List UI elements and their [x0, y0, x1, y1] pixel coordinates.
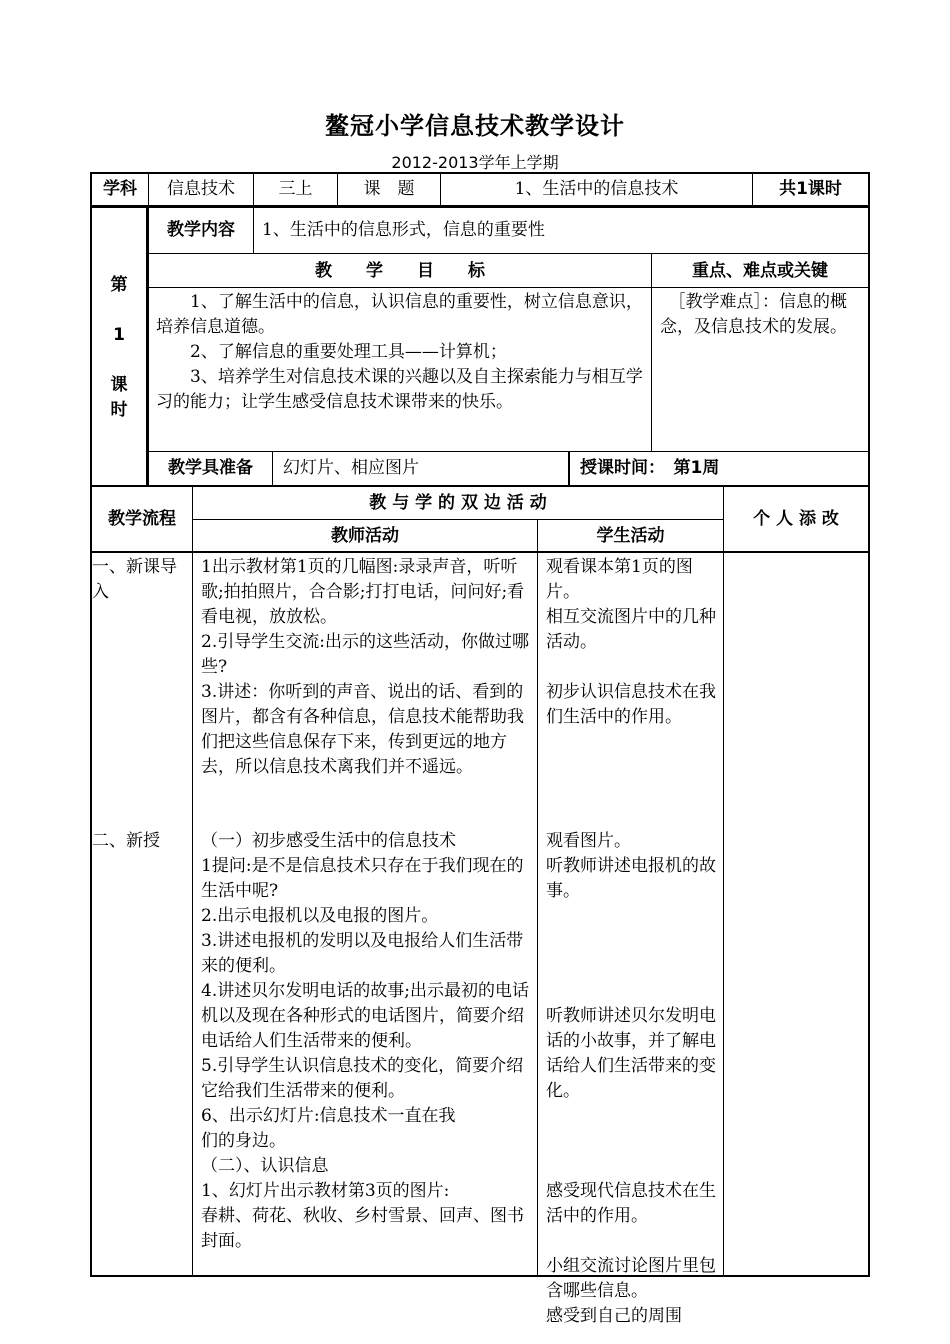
- materials-label: 教学具准备: [168, 458, 253, 478]
- topic-label: 课 题: [363, 179, 415, 199]
- keypoints-text: ［教学难点］：信息的概念，及信息技术的发展。: [660, 292, 847, 337]
- step-2-name: 二、新授: [92, 831, 160, 851]
- total-hours: 共1课时: [779, 179, 842, 199]
- step-1-teacher: 1出示教材第1页的几幅图:录录声音，听听歌;拍拍照片，合合影;打打电话，问问好;看看电视，放放松。 2.引导学生交流:出示的这些活动，你做过哪些? 3.讲述：你听到的声音、说出的话、看到的图片，都含有各种信息，信息技术能帮助我们把这些信息保存下来，传到更远的地方去，所以信息技术离我们并不遥远。: [201, 557, 529, 777]
- grade-value: 三上: [278, 179, 313, 199]
- session-label: 第 1 课 时: [110, 275, 128, 420]
- flow-label: 教学流程: [108, 509, 176, 529]
- personal-header: 个 人 添 改: [753, 509, 839, 529]
- goals-header: 教 学 目 标: [315, 261, 485, 281]
- activities-header: 教 与 学 的 双 边 活 动: [369, 493, 547, 513]
- keypoints-header: 重点、难点或关键: [692, 261, 828, 281]
- page-title: 鳌冠小学信息技术教学设计: [325, 112, 625, 140]
- teacher-header: 教师活动: [331, 526, 399, 546]
- content-value: 1、生活中的信息形式，信息的重要性: [262, 220, 545, 240]
- step-2-student: 观看图片。 听教师讲述电报机的故事。 听教师讲述贝尔发明电话的小故事，并了解电话给人们生活带来的变化。 感受现代信息技术在生活中的作用。 小组交流讨论图片里包含哪些信息。 感受到自己的周围: [546, 831, 716, 1326]
- teaching-time: 授课时间： 第1周: [580, 458, 720, 478]
- goals-text: 1、了解生活中的信息，认识信息的重要性，树立信息意识，培养信息道德。 2、了解信息的重要处理工具——计算机； 3、培养学生对信息技术课的兴趣以及自主探索能力与相互学习的能力；让学生感受信息技术课带来的快乐。: [156, 292, 643, 412]
- student-header: 学生活动: [596, 526, 665, 546]
- step-1-name: 一、新课导入: [92, 557, 177, 602]
- page-subtitle: 2012-2013学年上学期: [391, 153, 559, 172]
- subject-label: 学科: [103, 179, 137, 199]
- subject-value: 信息技术: [167, 179, 235, 199]
- step-1-student: 观看课本第1页的图片。 相互交流图片中的几种活动。 初步认识信息技术在我们生活中的作用。: [546, 557, 716, 727]
- topic-value: 1、生活中的信息技术: [514, 179, 679, 199]
- step-2-teacher: （一）初步感受生活中的信息技术 1提问:是不是信息技术只存在于我们现在的生活中呢? 2.出示电报机以及电报的图片。 3.讲述电报机的发明以及电报给人们生活带来的便利。 4.讲述贝尔发明电话的故事;出示最初的电话机以及现在各种形式的电话图片，简要介绍电话给人们生活带来的便利。 5.引导学生认识信息技术的变化，简要介绍它给我们生活带来的便利。 6、出示幻灯片:信息技术一直在我 们的身边。 （二）、认识信息 1、幻灯片出示教材第3页的图片: 春耕、荷花、秋收、乡村雪景、回声、图书封面。: [201, 831, 529, 1251]
- materials-value: 幻灯片、相应图片: [283, 458, 419, 478]
- content-label: 教学内容: [167, 220, 235, 240]
